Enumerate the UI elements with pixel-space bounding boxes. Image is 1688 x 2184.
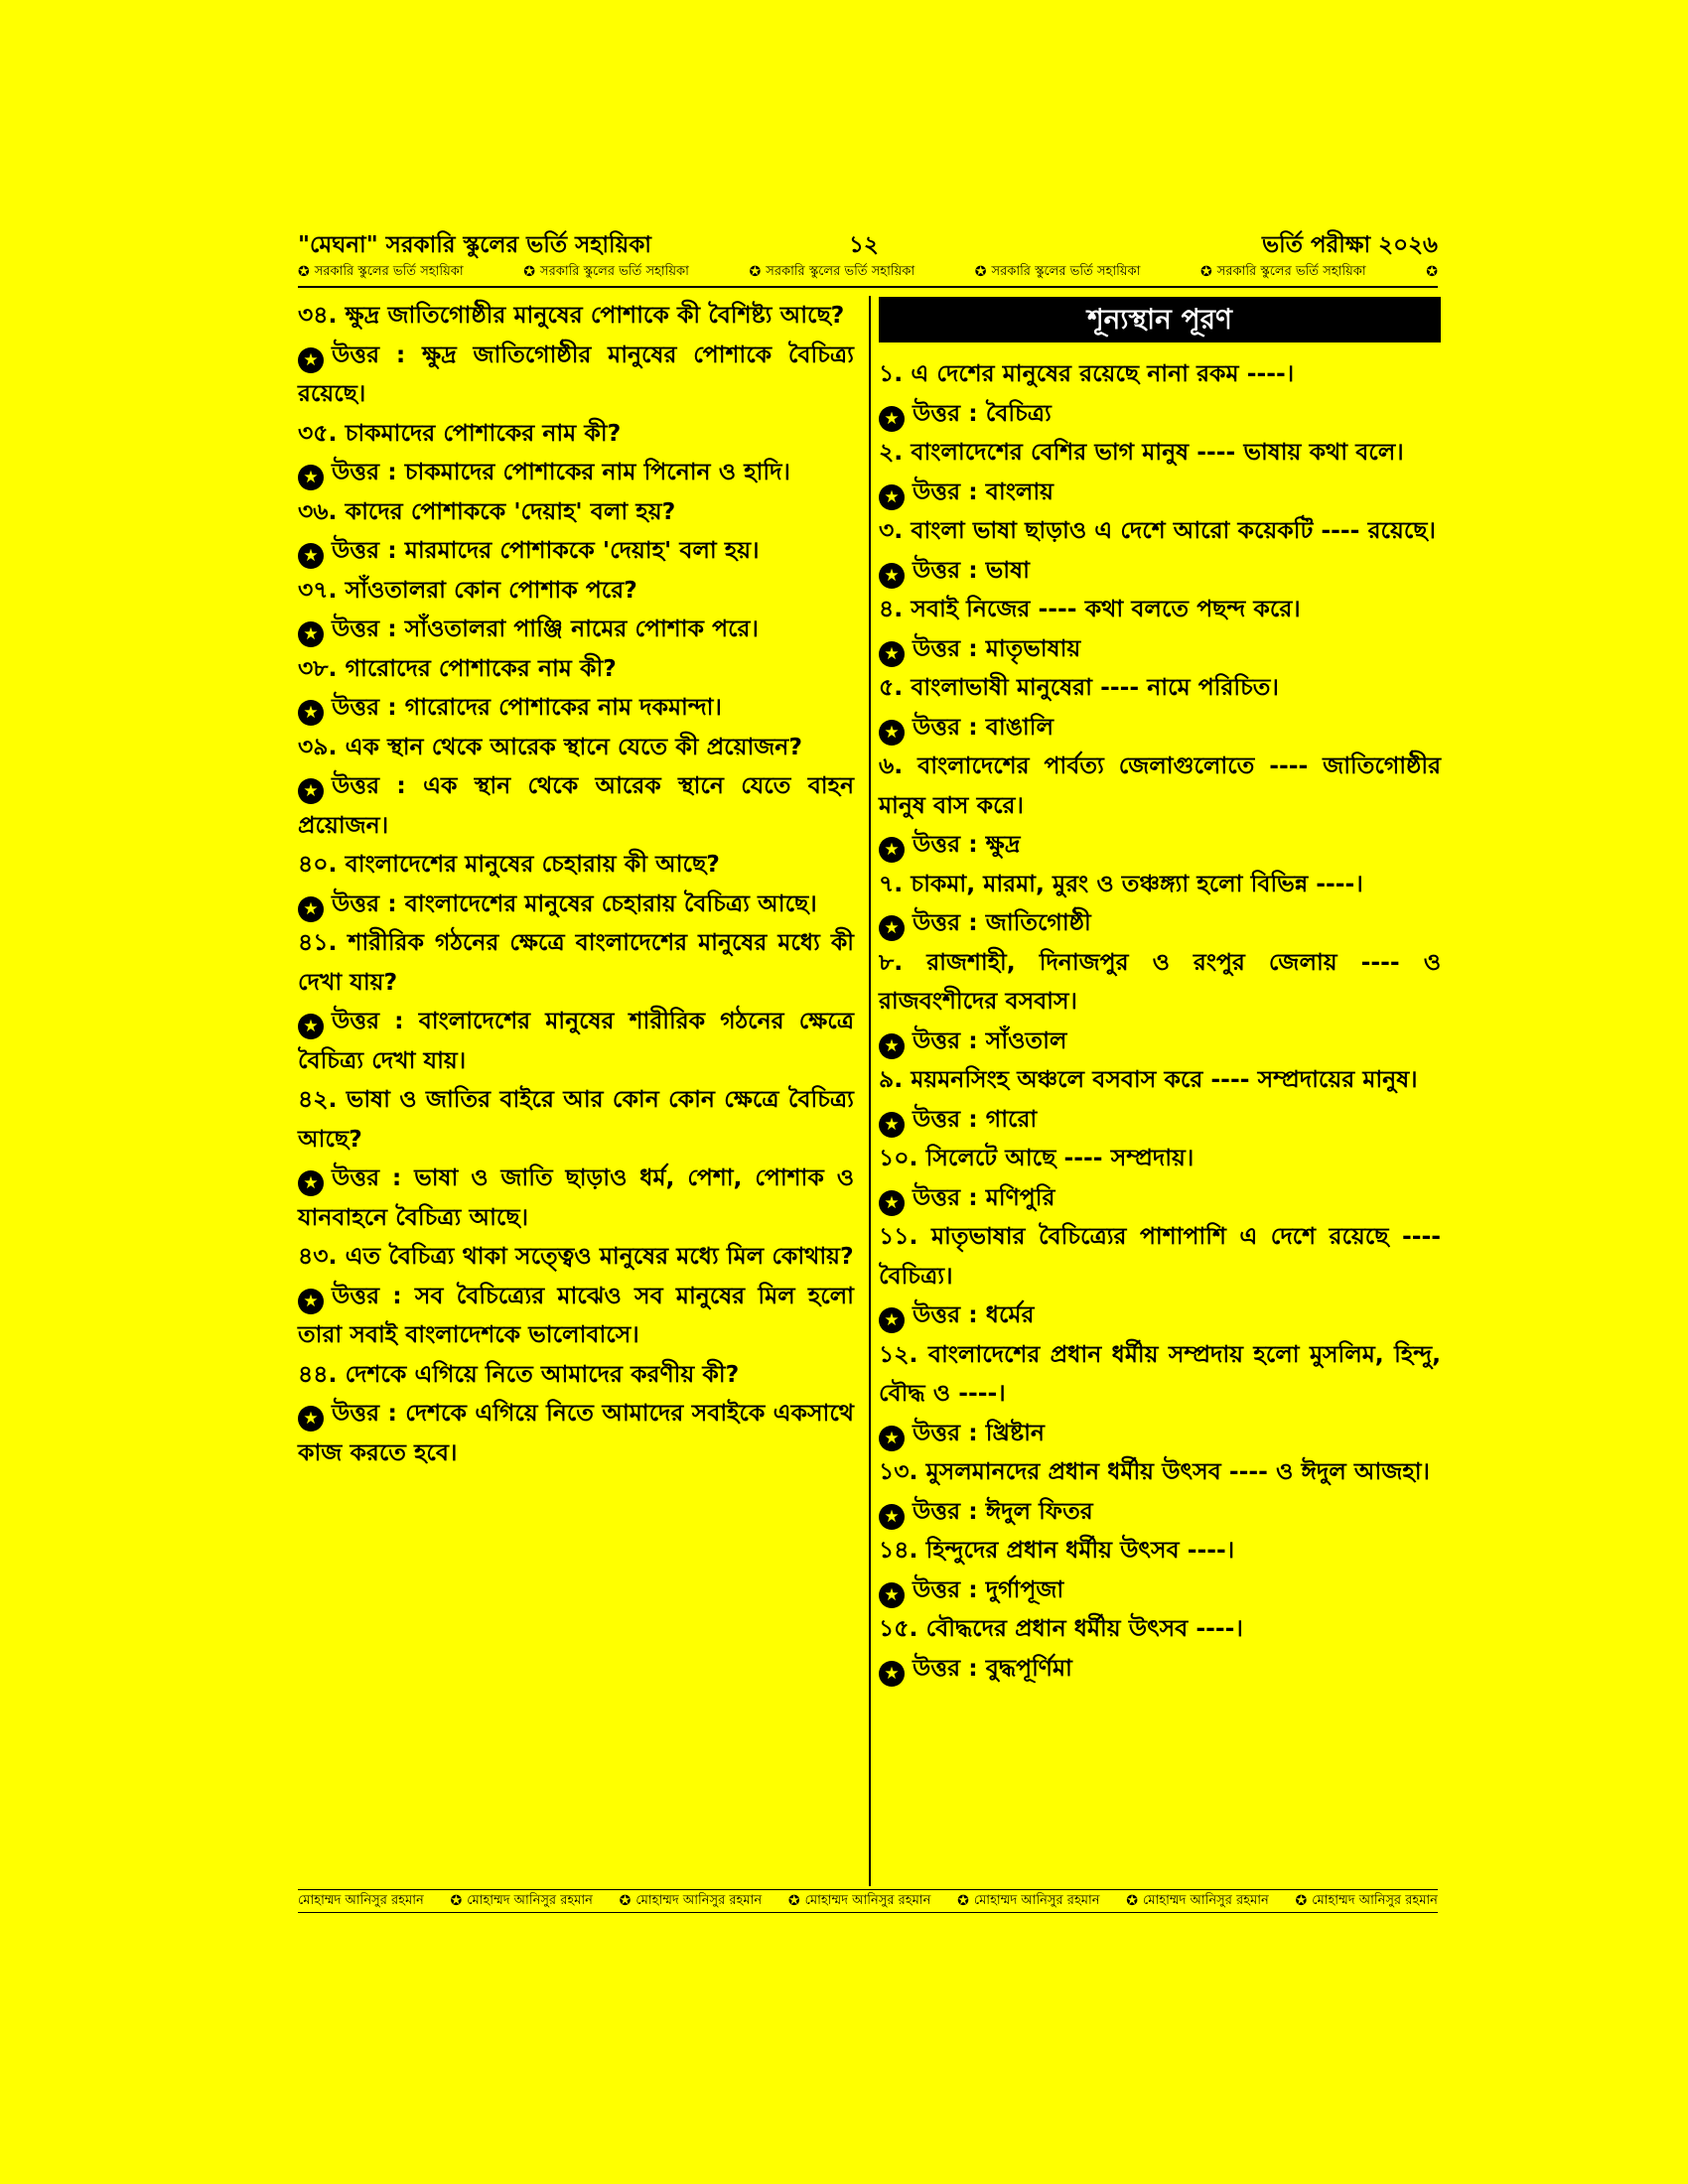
star-icon: ★ xyxy=(879,1190,905,1216)
question-text: ৪১. শারীরিক গঠনের ক্ষেত্রে বাংলাদেশের মানুষের মধ্যে কী দেখা যায়? xyxy=(298,928,854,996)
star-icon: ★ xyxy=(879,1307,905,1333)
answer-text: উত্তর : ঈদুল ফিতর xyxy=(913,1496,1093,1525)
strip-chunk xyxy=(298,1891,424,1912)
question-text: ৯. ময়মনসিংহ অঞ্চলে বসবাস করে ---- সম্প্রদায়ের মানুষ। xyxy=(879,1065,1418,1093)
star-icon: ✪ xyxy=(1200,264,1212,280)
answer-text: উত্তর : বাংলায় xyxy=(913,477,1054,505)
star-icon: ✪ xyxy=(1295,1893,1308,1909)
answer-line xyxy=(298,1159,854,1237)
question-text: ৩৬. কাদের পোশাককে 'দেয়াহ' বলা হয়? xyxy=(298,496,676,525)
star-icon: ★ xyxy=(298,543,324,569)
answer-line xyxy=(879,1178,1441,1218)
star-icon: ★ xyxy=(879,563,905,589)
answer-line xyxy=(298,336,854,414)
star-icon: ✪ xyxy=(974,264,987,280)
strip-text: সরকারি স্কুলের ভর্তি সহায়িকা xyxy=(1216,263,1366,279)
answer-text: উত্তর : ধর্মের xyxy=(913,1300,1035,1328)
strip-text: সরকারি স্কুলের ভর্তি সহায়িকা xyxy=(539,263,689,279)
answer-line xyxy=(879,551,1441,591)
answer-text: উত্তর : গারো xyxy=(913,1104,1038,1133)
answer-text: উত্তর : সাঁওতাল xyxy=(913,1025,1067,1054)
strip-chunk xyxy=(788,1891,930,1912)
star-icon: ★ xyxy=(298,700,324,726)
left-column xyxy=(298,296,854,1472)
answer-text: উত্তর : ক্ষুদ্র xyxy=(913,830,1021,858)
question-text: ২. বাংলাদেশের বেশির ভাগ মানুষ ---- ভাষায় কথা বলে। xyxy=(879,438,1404,466)
answer-line xyxy=(879,1414,1441,1453)
star-icon: ★ xyxy=(298,1170,324,1196)
strip-chunk xyxy=(1126,1891,1268,1912)
strip-text: মোহাম্মদ আনিসুর রহমান xyxy=(298,1892,424,1908)
star-icon: ★ xyxy=(879,1033,905,1059)
strip-chunk xyxy=(298,262,464,283)
star-icon: ★ xyxy=(298,778,324,804)
answer-line xyxy=(298,885,854,924)
strip-chunk xyxy=(620,1891,762,1912)
answer-text: উত্তর : চাকমাদের পোশাকের নাম পিনোন ও হাদি। xyxy=(332,458,790,485)
star-icon: ✪ xyxy=(1426,264,1438,280)
strip-text: সরকারি স্কুলের ভর্তি সহায়িকা xyxy=(991,263,1141,279)
strip-text: মোহাম্মদ আনিসুর রহমান xyxy=(1312,1892,1438,1908)
question-text: ৮. রাজশাহী, দিনাজপুর ও রংপুর জেলায় ---- ও রাজবংশীদের বসবাস। xyxy=(879,947,1441,1015)
bottom-author-strip xyxy=(298,1889,1438,1913)
answer-line xyxy=(879,394,1441,434)
answer-text: উত্তর : সব বৈচিত্র্যের মাঝেও সব মানুষের মিল হলো তারা সবাই বাংলাদেশকে ভালোবাসে। xyxy=(298,1281,854,1348)
strip-chunk xyxy=(1200,262,1366,283)
question-text: ১৪. হিন্দুদের প্রধান ধর্মীয় উৎসব ----। xyxy=(879,1536,1235,1564)
answer-line xyxy=(879,903,1441,943)
strip-text: মোহাম্মদ আনিসুর রহমান xyxy=(467,1892,593,1908)
answer-text: উত্তর : বাঙালি xyxy=(913,712,1054,741)
page-header xyxy=(298,226,1438,260)
question-text: ৪. সবাই নিজের ---- কথা বলতে পছন্দ করে। xyxy=(879,595,1301,622)
strip-chunk xyxy=(523,262,689,283)
answer-line xyxy=(879,473,1441,512)
question-text: ৪৩. এত বৈচিত্র্য থাকা সত্ত্বেও মানুষের মধ্যে মিল কোথায়? xyxy=(298,1242,854,1270)
star-icon: ★ xyxy=(298,1289,324,1314)
strip-text: সরকারি স্কুলের ভর্তি সহায়িকা xyxy=(766,263,915,279)
star-icon: ★ xyxy=(879,1661,905,1687)
fill-in-blank-list xyxy=(879,354,1441,1688)
strip-text: মোহাম্মদ আনিসুর রহমান xyxy=(804,1892,931,1908)
page-number: ১২ xyxy=(849,232,879,258)
exam-title: ভর্তি পরীক্ষা ২০২৬ xyxy=(1262,232,1438,258)
star-icon: ★ xyxy=(879,406,905,432)
answer-text: উত্তর : সাঁওতালরা পাঞ্জি নামের পোশাক পরে। xyxy=(332,614,759,642)
answer-line xyxy=(298,1394,854,1472)
answer-text: উত্তর : মারমাদের পোশাককে 'দেয়াহ' বলা হয়। xyxy=(332,536,760,564)
star-icon: ★ xyxy=(298,1406,324,1432)
answer-text: উত্তর : বাংলাদেশের মানুষের শারীরিক গঠনের ক্ষেত্রে বৈচিত্র্য দেখা যায়। xyxy=(298,1007,854,1074)
strip-chunk xyxy=(1295,1891,1437,1912)
answer-text: উত্তর : বৈচিত্র্য xyxy=(913,398,1052,427)
answer-text: উত্তর : খ্রিষ্টান xyxy=(913,1418,1045,1446)
answer-text: উত্তর : গারোদের পোশাকের নাম দকমান্দা। xyxy=(332,693,722,721)
question-text: ৩৯. এক স্থান থেকে আরেক স্থানে যেতে কী প্রয়োজন? xyxy=(298,732,802,760)
answer-line xyxy=(879,1492,1441,1532)
answer-text: উত্তর : মাতৃভাষায় xyxy=(913,633,1081,662)
star-icon: ★ xyxy=(298,896,324,922)
answer-text: উত্তর : বুদ্ধপূর্ণিমা xyxy=(913,1653,1072,1682)
answer-line xyxy=(879,629,1441,669)
question-text: ১০. সিলেটে আছে ---- সম্প্রদায়। xyxy=(879,1144,1195,1171)
question-text: ৭. চাকমা, মারমা, মুরং ও তঞ্চঙ্গ্যা হলো বিভিন্ন ----। xyxy=(879,869,1363,897)
strip-chunk xyxy=(957,1891,1099,1912)
answer-text: উত্তর : ভাষা ও জাতি ছাড়াও ধর্ম, পেশা, পোশাক ও যানবাহনে বৈচিত্র্য আছে। xyxy=(298,1163,854,1231)
star-icon: ✪ xyxy=(619,1893,632,1909)
answer-text: উত্তর : জাতিগোষ্ঠী xyxy=(913,908,1091,936)
question-text: ৩৮. গারোদের পোশাকের নাম কী? xyxy=(298,653,617,682)
question-text: ১১. মাতৃভাষার বৈচিত্র্যের পাশাপাশি এ দেশে রয়েছে ---- বৈচিত্র্য। xyxy=(879,1222,1441,1290)
question-text: ৩৭. সাঁওতালরা কোন পোশাক পরে? xyxy=(298,575,637,604)
star-icon: ★ xyxy=(879,484,905,510)
star-icon: ★ xyxy=(879,837,905,863)
question-text: ৪২. ভাষা ও জাতির বাইরে আর কোন কোন ক্ষেত্রে বৈচিত্র্য আছে? xyxy=(298,1085,854,1153)
answer-line xyxy=(879,1100,1441,1140)
answer-line xyxy=(879,1296,1441,1335)
star-icon: ★ xyxy=(298,621,324,647)
star-icon: ✪ xyxy=(450,1893,463,1909)
question-text: ১৫. বৌদ্ধদের প্রধান ধর্মীয় উৎসব ----। xyxy=(879,1614,1243,1642)
question-text: ৩. বাংলা ভাষা ছাড়াও এ দেশে আরো কয়েকটি ---- রয়েছে। xyxy=(879,516,1436,544)
question-text: ১২. বাংলাদেশের প্রধান ধর্মীয় সম্প্রদায় হলো মুসলিম, হিন্দু, বৌদ্ধ ও ----। xyxy=(879,1339,1441,1407)
star-icon: ★ xyxy=(879,1504,905,1530)
answer-line xyxy=(298,1002,854,1080)
star-icon: ✪ xyxy=(749,264,762,280)
star-icon: ✪ xyxy=(1126,1893,1139,1909)
star-icon: ★ xyxy=(879,1426,905,1451)
answer-text: উত্তর : এক স্থান থেকে আরেক স্থানে যেতে বাহন প্রয়োজন। xyxy=(298,771,854,839)
strip-chunk xyxy=(750,262,915,283)
question-text: ৫. বাংলাভাষী মানুষেরা ---- নামে পরিচিত। xyxy=(879,673,1279,701)
question-text: ৬. বাংলাদেশের পার্বত্য জেলাগুলোতে ---- জাতিগোষ্ঠীর মানুষ বাস করে। xyxy=(879,751,1441,819)
question-text: ১৩. মুসলমানদের প্রধান ধর্মীয় উৎসব ---- ও ঈদুল আজহা। xyxy=(879,1457,1430,1485)
answer-line xyxy=(298,531,854,571)
answer-text: উত্তর : ভাষা xyxy=(913,555,1030,584)
answer-text: উত্তর : ক্ষুদ্র জাতিগোষ্ঠীর মানুষের পোশাকে বৈচিত্র্য রয়েছে। xyxy=(298,340,854,407)
star-icon: ★ xyxy=(298,347,324,373)
right-column xyxy=(879,296,1441,1688)
question-text: ৪০. বাংলাদেশের মানুষের চেহারায় কী আছে? xyxy=(298,850,720,878)
strip-text: সরকারি স্কুলের ভর্তি সহায়িকা xyxy=(314,263,464,279)
answer-line xyxy=(298,1277,854,1355)
answer-text: উত্তর : বাংলাদেশের মানুষের চেহারায় বৈচিত্র্য আছে। xyxy=(332,888,817,917)
star-icon: ✪ xyxy=(523,264,535,280)
star-icon: ★ xyxy=(879,915,905,941)
strip-chunk xyxy=(975,262,1141,283)
star-icon: ✪ xyxy=(787,1893,800,1909)
question-text: ৩৪. ক্ষুদ্র জাতিগোষ্ঠীর মানুষের পোশাকে কী বৈশিষ্ট্য আছে? xyxy=(298,301,845,329)
answer-line xyxy=(298,610,854,649)
answer-line xyxy=(879,708,1441,748)
strip-chunk xyxy=(450,1891,592,1912)
strip-text: মোহাম্মদ আনিসুর রহমান xyxy=(973,1892,1100,1908)
question-text: ৩৫. চাকমাদের পোশাকের নাম কী? xyxy=(298,418,622,447)
star-icon: ✪ xyxy=(298,264,310,280)
question-text: ৪৪. দেশকে এগিয়ে নিতে আমাদের করণীয় কী? xyxy=(298,1359,740,1388)
star-icon: ★ xyxy=(879,641,905,667)
star-icon: ★ xyxy=(298,465,324,490)
strip-text: মোহাম্মদ আনিসুর রহমান xyxy=(635,1892,763,1908)
column-divider xyxy=(869,296,871,1886)
star-icon: ✪ xyxy=(957,1893,969,1909)
answer-line xyxy=(879,1570,1441,1610)
answer-text: উত্তর : দুর্গাপূজা xyxy=(913,1574,1064,1603)
answer-text: উত্তর : দেশকে এগিয়ে নিতে আমাদের সবাইকে একসাথে কাজ করতে হবে। xyxy=(298,1399,854,1466)
star-icon: ★ xyxy=(879,1582,905,1608)
answer-line xyxy=(879,1022,1441,1061)
top-decorative-strip xyxy=(298,261,1438,288)
answer-line xyxy=(298,453,854,492)
answer-line xyxy=(298,766,854,845)
star-icon: ★ xyxy=(298,1014,324,1039)
answer-line xyxy=(879,1649,1441,1689)
star-icon: ★ xyxy=(879,1112,905,1138)
strip-text: মোহাম্মদ আনিসুর রহমান xyxy=(1143,1892,1269,1908)
answer-line xyxy=(879,825,1441,865)
book-title: "মেঘনা" সরকারি স্কুলের ভর্তি সহায়িকা xyxy=(298,232,651,258)
question-text: ১. এ দেশের মানুষের রয়েছে নানা রকম ----। xyxy=(879,359,1295,387)
answer-text: উত্তর : মণিপুরি xyxy=(913,1182,1055,1211)
star-icon: ★ xyxy=(879,720,905,746)
answer-line xyxy=(298,688,854,728)
section-title: শূন্যস্থান পূরণ xyxy=(879,297,1441,342)
